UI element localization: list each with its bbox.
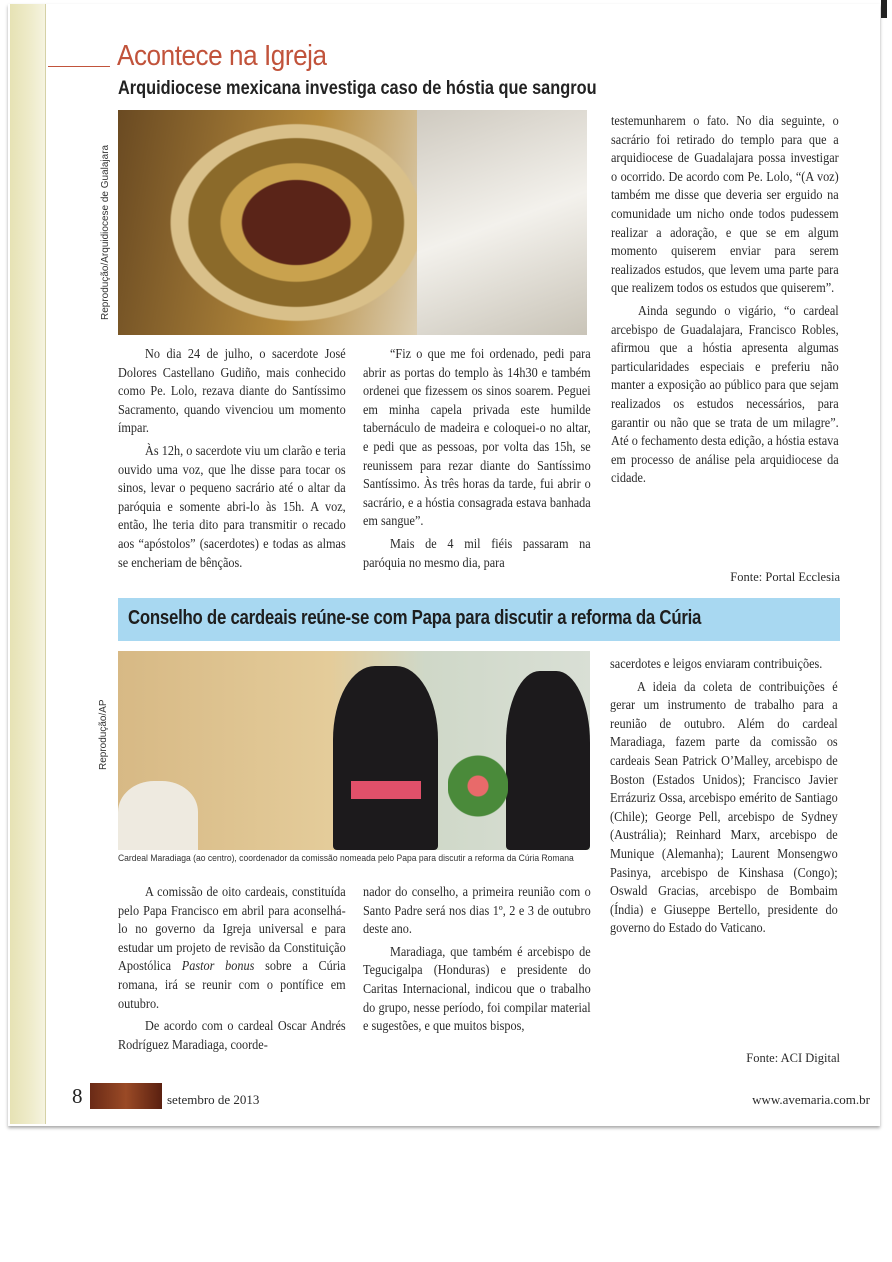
paragraph: testemunharem o fato. No dia seguinte, o sacrário foi retirado do templo para que a arquidiocese de Guadalajara possa investigar o ocorrido. De acordo com Pe. Lolo, “(A voz) também me disse que deveria ser erguido na comunidade um nicho onde todos pudessem realizar a adoração, e que se em algum momento quiserem enviar para serem realizados estudos, que levem uma parte para que realizem todos os estudos que quiserem”. [611,113,839,296]
pope-figure [118,781,198,850]
photo1-credit: Reprodução/Arquidiocese de Gualajara [100,144,111,320]
flowers [448,746,508,826]
paragraph [118,883,346,1013]
section-rule [48,66,110,67]
paragraph: Às 12h, o sacerdote viu um clarão e teria ouvido uma voz, que lhe disse para tocar os sinos, levar o pequeno sacrário até o altar da paróquia e somente abri-lo às 15h. A voz, então, lhe teria dito para transmitir o recado aos “apóstolos” (sacerdotes) e todas as almas se encheriam de bênçãos. [118,442,346,570]
photo2-caption: Cardeal Maradiaga (ao centro), coordenador da comissão nomeada pelo Papa para discutir a reforma da Cúria Romana [118,853,574,864]
cardinal-sash [351,781,421,799]
paragraph: De acordo com o cardeal Oscar Andrés Rodríguez Maradiaga, coorde- [118,1018,346,1052]
text: sobre a Cúria romana, irá se reunir com o pontífice em outubro. [118,958,346,1011]
article2-col3 [610,655,838,942]
issue-date: setembro de 2013 [167,1092,260,1107]
priest-figure [506,671,590,850]
article2-source: Fonte: ACI Digital [746,1051,840,1065]
paragraph: Mais de 4 mil fiéis passaram na paróquia no mesmo dia, para [363,535,591,570]
paragraph: Ainda segundo o vigário, “o cardeal arcebispo de Guadalajara, Francisco Robles, afirmou que a hóstia apresenta algumas particularidades especiais e preferiu não manter a exposição ao público para que sejam realizados os estudos necessários, para garantir ou não que se trata de um milagre”. Até o fechamento desta edição, a hóstia estava em processo de análise pela arquidiocese da cidade. [611,302,839,486]
magazine-logo [90,1083,162,1109]
page-spine [10,4,46,1124]
article1-source: Fonte: Portal Ecclesia [730,570,840,584]
paragraph: No dia 24 de julho, o sacerdote José Dolores Castellano Gudiño, mais conhecido como Pe. Lolo, rezava diante do Santíssimo Sacramento, quando vivenciou um momento ímpar. [118,346,346,436]
article2-title: Conselho de cardeais reúne-se com Papa para discutir a reforma da Cúria [128,607,702,629]
article1-col2 [363,345,591,576]
article1-col3 [611,112,839,492]
section-title: Acontece na Igreja [117,40,327,72]
scan-mark [881,0,887,18]
article1-col1 [118,345,346,576]
page-number: 8 [72,1084,83,1108]
paragraph: Maradiaga, que também é arcebispo de Tegucigalpa (Honduras) e presidente do Caritas Internacional, indicou que o trabalho do grupo, nesse período, foi compilar material e sugestões, e que muitos bispos, [363,943,591,1034]
paragraph: nador do conselho, a primeira reunião com o Santo Padre será nos dias 1º, 2 e 3 de outubro deste ano. [363,884,591,937]
paragraph: “Fiz o que me foi ordenado, pedi para abrir as portas do templo às 14h30 e também ordenei que fizessem os sinos soarem. Peguei em minha capela privada este humilde tabernáculo de madeira e coloquei-o no altar, e pedi que as pessoas, por volta das 15h, se reunissem para rezar diante do Santíssimo Santíssimo. Às três horas da tarde, fui abrir o sacrário, e a hóstia consagrada estava banhada em sangue”. [363,346,591,529]
article1-title: Arquidiocese mexicana investiga caso de hóstia que sangrou [118,78,597,99]
website-url: www.avemaria.com.br [752,1092,870,1107]
italic-title: Pastor bonus [181,958,255,974]
article2-col2 [363,883,591,1040]
article2-title-bar [118,598,840,641]
article2-col1 [118,883,346,1058]
spine-edge [45,4,46,1124]
cardinals-photo [118,651,590,850]
host-photo [118,110,587,335]
photo-cloth [417,110,587,335]
photo2-credit: Reprodução/AP [98,699,109,770]
paragraph: A ideia da coleta de contribuições é gerar um instrumento de trabalho para a reunião de outubro. Além do cardeal Maradiaga, fazem parte da comissão os cardeais Sean Patrick O’Malley, arcebispo de Boston (Estados Unidos); Francisco Javier Errázuriz Ossa, arcebispo emérito de Santiago (Chile); George Pell, arcebispo de Sydney (Austrália); Reinhard Marx, arcebispo de Munique (Alemanha); Laurent Monsengwo Pasinya, arcebispo de Kinshasa (Congo); Oswald Gracias, arcebispo de Bombaim (Índia) e Giuseppe Bertello, presidente do governo do Estado do Vaticano. [610,678,838,936]
text: A comissão de oito cardeais, constituída pelo Papa Francisco em abril para aconselhá-lo no governo da Igreja universal e para estudar um projeto de revisão da Constituição Apostólica [118,884,346,974]
paragraph: sacerdotes e leigos enviaram contribuições. [610,656,823,671]
cardinal-figure [333,666,438,850]
